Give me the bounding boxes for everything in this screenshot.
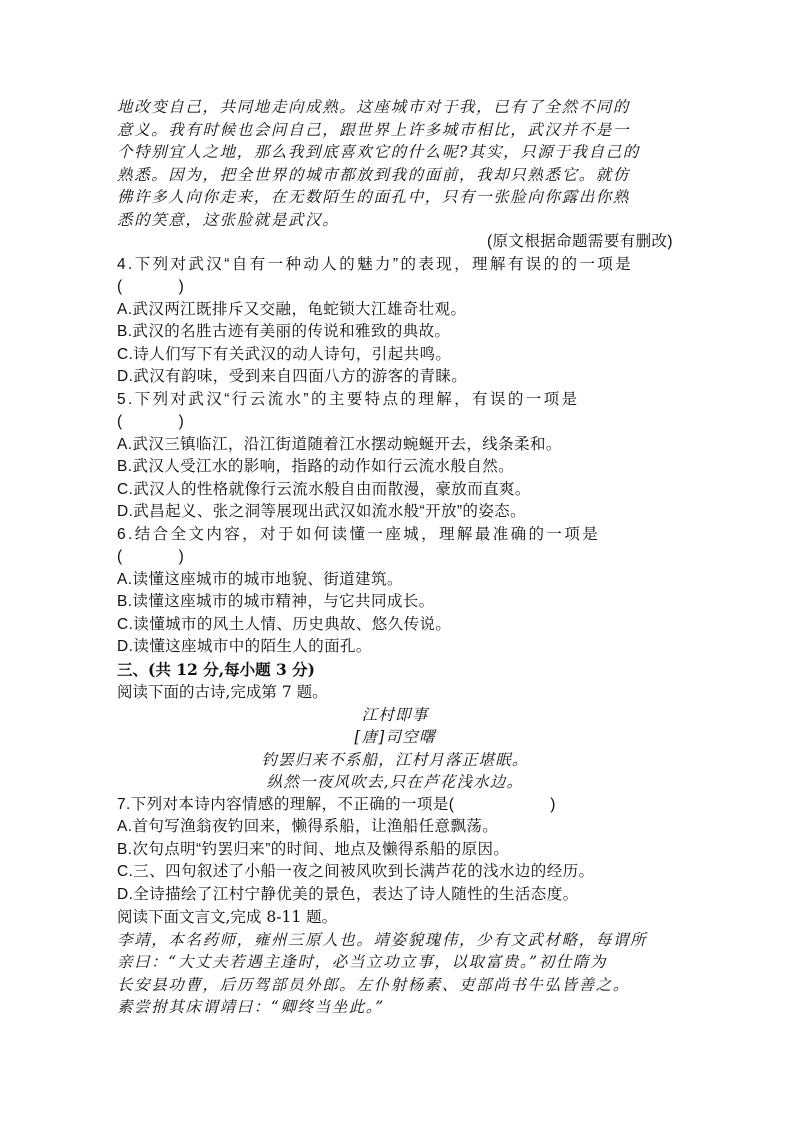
question-stem: 5.下列对武汉“行云流水”的主要特点的理解，有误的一项是 [117,390,580,408]
paren-close: ) [178,278,185,295]
classical-line: 亲曰：“大丈夫若遇主逢时，必当立功立事，以取富贵。”初仕隋为 [117,953,608,971]
classical-line: 长安县功曹，后历驾部员外郎。左仆射杨素、吏部尚书牛弘皆善之。 [117,975,631,994]
option-c: C.三、四句叙述了小船一夜之间被风吹到长满芦花的浅水边的经历。 [117,863,595,880]
passage [117,96,673,254]
classical-line: 素尝拊其床谓靖曰：“卿终当坐此。” [117,998,385,1016]
paren-open: ( [117,278,123,295]
poem-author: [唐]司空曙 [354,728,436,746]
option-a: A.武汉两江既排斥又交融，龟蛇锁大江雄奇壮观。 [117,300,467,318]
paren-close: ) [550,795,556,813]
question-4 [117,254,673,389]
poem-line: 纵然一夜风吹去,只在芦花浅水边。 [266,773,524,791]
answer-blank [117,546,673,569]
option-d: D.读懂这座城市中的陌生人的面孔。 [117,638,372,655]
passage-line: 地改变自己，共同地走向成熟。这座城市对于我，已有了全然不同的 [117,98,631,116]
option-a: A.武汉三镇临江，沿江街道随着江水摆动蜿蜒开去，线条柔和。 [117,435,562,453]
classical-line: 李靖，本名药师，雍州三原人也。靖姿貌瑰伟，少有文武材略，每谓所 [117,930,648,949]
document-page [117,96,673,1019]
paren-close: ) [178,413,185,430]
poem-line: 钓罢归来不系船，江村月落正堪眠。 [261,750,529,769]
passage-line: 熟悉。因为，把全世界的城市都放到我的面前，我却只熟悉它。就仿 [117,165,631,184]
question-5 [117,389,673,524]
option-c: C.读懂城市的风土人情、历史典故、悠久传说。 [117,615,452,633]
question-6 [117,524,673,659]
paren-close: ) [178,548,185,565]
passage-line: 意义。我有时候也会问自己，跟世界上许多城市相比，武汉并不是一 [117,120,631,139]
option-a: A.首句写渔翁夜钓回来，懒得系船，让渔船任意飘荡。 [117,818,499,835]
option-b: B.次句点明“钓罢归来”的时间、地点及懒得系船的原因。 [117,840,510,858]
answer-blank [117,411,673,434]
question-stem: 4.下列对武汉“自有一种动人的魅力”的表现，理解有误的的一项是 [117,255,634,273]
option-d: D.全诗描绘了江村宁静优美的景色，表达了诗人随性的生活态度。 [117,885,579,903]
section-heading: 三、(共 12 分,每小题 3 分) [117,659,316,679]
option-b: B.读懂这座城市的城市精神，与它共同成长。 [117,593,435,610]
option-d: D.武昌起义、张之洞等展现出武汉如流水般“开放”的姿态。 [117,503,527,520]
section-3 [117,659,673,704]
answer-blank [117,276,673,299]
passage-line: 个特别宜人之地，那么我到底喜欢它的什么呢?其实，只源于我自己的 [117,143,640,161]
option-d: D.武汉有韵味，受到来自四面八方的游客的青睐。 [117,368,468,385]
paren-open: ( [117,548,123,565]
source-note: (原文根据命题需要有删改) [486,233,673,250]
classical-intro: 阅读下面文言文,完成 8-11 题。 [117,908,338,926]
option-c: C.诗人们写下有关武汉的动人诗句，引起共鸣。 [117,345,452,363]
option-b: B.武汉人受江水的影响，指路的动作如行云流水般自然。 [117,458,515,475]
question-7 [117,794,673,907]
question-stem: 6.结合全文内容，对于如何读懂一座城，理解最准确的一项是 [117,525,601,543]
option-a: A.读懂这座城市的城市地貌、街道建筑。 [117,570,403,588]
option-b: B.武汉的名胜古迹有美丽的传说和雅致的典故。 [117,323,451,340]
poem [117,704,673,794]
passage-line: 悉的笑意，这张脸就是武汉。 [117,210,340,229]
question-stem [117,794,673,817]
option-c: C.武汉人的性格就像行云流水般自由而散漫，豪放而直爽。 [117,480,531,498]
paren-open: ( [117,413,123,430]
passage-line: 佛许多人向你走来，在无数陌生的面孔中，只有一张脸向你露出你熟 [117,188,631,206]
classical-passage [117,906,673,1019]
section-intro: 阅读下面的古诗,完成第 7 题。 [117,683,328,701]
question-stem-text: 7.下列对本诗内容情感的理解，不正确的一项是( [117,795,455,813]
poem-title: 江村即事 [361,705,429,724]
